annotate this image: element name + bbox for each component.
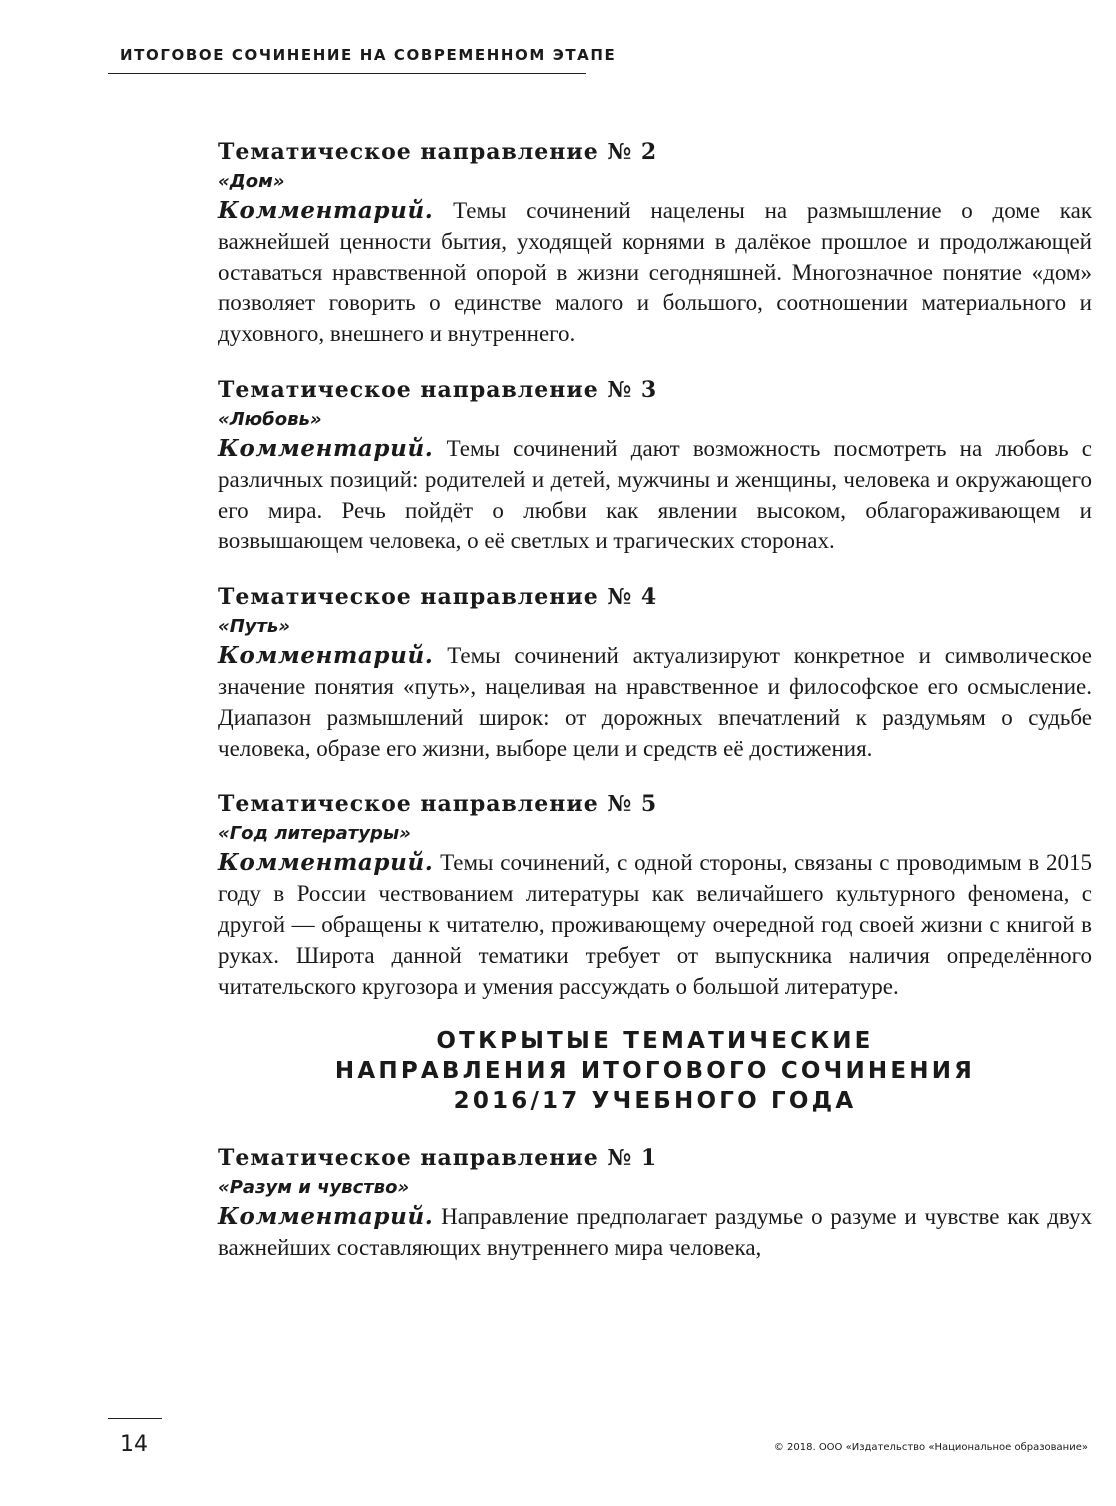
comment-text: Темы сочинений нацелены на размышление о доме как важнейшей ценности бытия, уходящей корнями в далёкое прошлое и продолжающей оставаться нравственной опорой в жизни сегодняшней. Многозначное понятие «дом» позволяет говорить о единстве малого и большого, соотношении материального и духовного, внешнего и внутреннего. [218,198,1092,347]
open-directions-heading [218,1026,1092,1116]
comment-text: Темы сочинений, с одной стороны, связаны с проводимым в 2015 году в России чествованием литературы как величайшего культурного феномена, с другой — обращены к читателю, проживающему очередной год своей жизни с книгой в руках. Широта данной тематики требует от выпускника наличия определённого читательского кругозора и умения рассуждать о большой литературе. [218,850,1093,999]
section-subtitle: «Разум и чувство» [218,1177,410,1199]
section-subtitle: «Дом» [218,171,285,192]
section-direction-1 [218,1142,1092,1264]
heading-line: ОТКРЫТЫЕ ТЕМАТИЧЕСКИЕ [436,1028,874,1055]
section-title: Тематическое направление № 5 [218,791,658,818]
section-comment [218,641,1092,764]
page-number: 14 [120,1432,148,1457]
section-subtitle: «Год литературы» [218,823,411,845]
section-direction-2 [218,136,1092,350]
comment-text: Темы сочинений дают возможность посмотреть на любовь с различных позиций: родителей и детей, мужчины и женщины, человека и окружающего его мира. Речь пойдёт о любви как явлении высоком, облагораживающем и возвышающем человека, о её светлых и трагических сторонах. [218,435,1092,554]
section-subtitle: «Любовь» [218,408,322,430]
comment-lead: Комментарий. [218,434,434,462]
header-rule [108,73,586,74]
section-direction-3 [218,374,1092,557]
heading-line: 2016/17 УЧЕБНОГО ГОДА [453,1088,857,1115]
section-title: Тематическое направление № 3 [218,376,658,403]
section-comment [218,1202,1092,1264]
copyright-notice: © 2018. ООО «Издательство «Национальное образование» [773,1442,1088,1453]
comment-lead: Комментарий. [218,849,434,877]
section-direction-4 [218,581,1092,764]
comment-lead: Комментарий. [218,197,434,224]
section-comment [218,848,1092,1002]
section-title: Тематическое направление № 2 [218,139,658,165]
comment-lead: Комментарий. [218,642,434,670]
comment-text: Направление предполагает раздумье о разуме и чувстве как двух важнейших составляющих внутреннего мира человека, [218,1204,1092,1261]
heading-line: НАПРАВЛЕНИЯ ИТОГОВОГО СОЧИНЕНИЯ [334,1058,976,1085]
comment-lead: Комментарий. [218,1203,434,1231]
section-title: Тематическое направление № 1 [218,1145,658,1172]
section-subtitle: «Путь» [218,616,291,638]
running-head: ИТОГОВОЕ СОЧИНЕНИЕ НА СОВРЕМЕННОМ ЭТАПЕ [120,46,617,64]
section-direction-5 [218,788,1092,1002]
section-comment [218,434,1092,557]
comment-text: Темы сочинений актуализируют конкретное и символическое значение понятия «путь», нацеливая на нравственное и философское его осмысление. Диапазон размышлений широк: от дорожных впечатлений к раздумьям о судьбе человека, образе его жизни, выборе цели и средств её достижения. [218,643,1093,761]
section-comment [218,196,1092,350]
page-content [218,136,1092,1288]
section-title: Тематическое направление № 4 [218,584,658,611]
footer-rule [108,1418,162,1419]
